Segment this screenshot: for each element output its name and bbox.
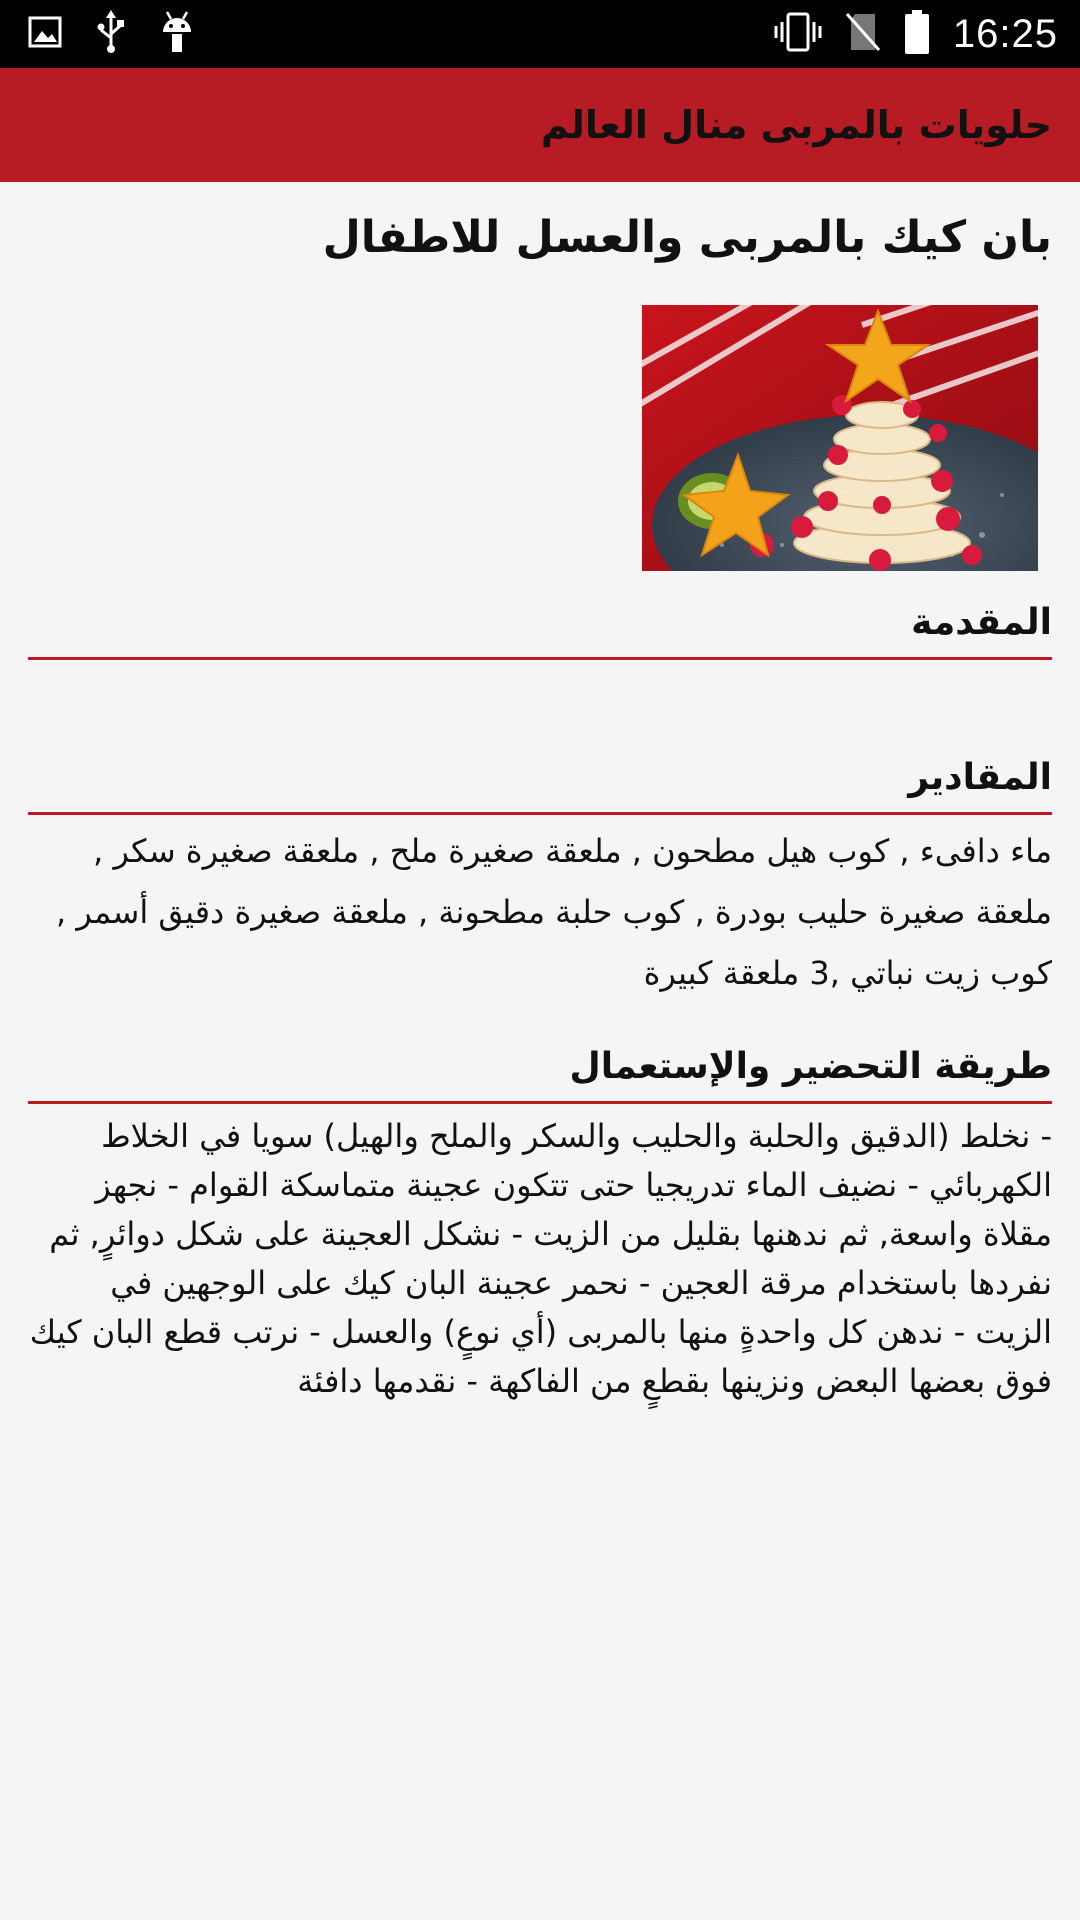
status-left-icons <box>28 10 194 58</box>
image-icon <box>28 15 62 53</box>
intro-section <box>28 602 1052 660</box>
ingredients-section <box>28 757 1052 1004</box>
ingredients-body: ماء دافىء , كوب هيل مطحون , ملعقة صغيرة ملح , ملعقة صغيرة سكر , ملعقة صغيرة حليب بودرة , كوب حلبة مطحونة , ملعقة صغيرة دقيق أسمر , كوب زيت نباتي ,3 ملعقة كبيرة <box>56 832 1052 992</box>
android-debug-icon <box>160 10 194 58</box>
intro-header: المقدمة <box>28 602 1052 660</box>
app-bar <box>0 68 1080 182</box>
vibrate-icon <box>773 10 823 58</box>
usb-icon <box>96 10 126 58</box>
no-sim-icon <box>845 10 881 58</box>
status-time: 16:25 <box>952 11 1058 56</box>
method-header: طريقة التحضير والإستعمال <box>28 1046 1052 1104</box>
app-title: حلويات بالمربى منال العالم <box>540 103 1052 147</box>
ingredients-header: المقادير <box>28 757 1052 815</box>
recipe-image <box>642 305 1038 571</box>
status-bar <box>0 0 1080 68</box>
recipe-content[interactable] <box>28 182 1052 1400</box>
recipe-title: بان كيك بالمربى والعسل للاطفال <box>322 212 1052 263</box>
status-right-icons <box>773 6 1058 62</box>
method-body: - نخلط (الدقيق والحلبة والحليب والسكر والملح والهيل) سويا في الخلاط الكهربائي - نضيف الماء تدريجيا حتى تتكون عجينة متماسكة القوام - نجهز مقلاة واسعة, ثم ندهنها بقليل من الزيت - نشكل العجينة على شكل دوائرٍ, ثم نفردها باستخدام مرقة العجين - نحمر عجينة البان كيك على الوجهين في الزيت - ندهن كل واحدةٍ منها بالمربى (أي نوعٍ) والعسل - نرتب قطع البان كيك فوق بعضها البعض ونزينها بقطعٍ من الفاكهة - نقدمها دافئة <box>29 1117 1052 1400</box>
battery-icon <box>903 9 931 59</box>
method-section <box>28 1046 1052 1406</box>
